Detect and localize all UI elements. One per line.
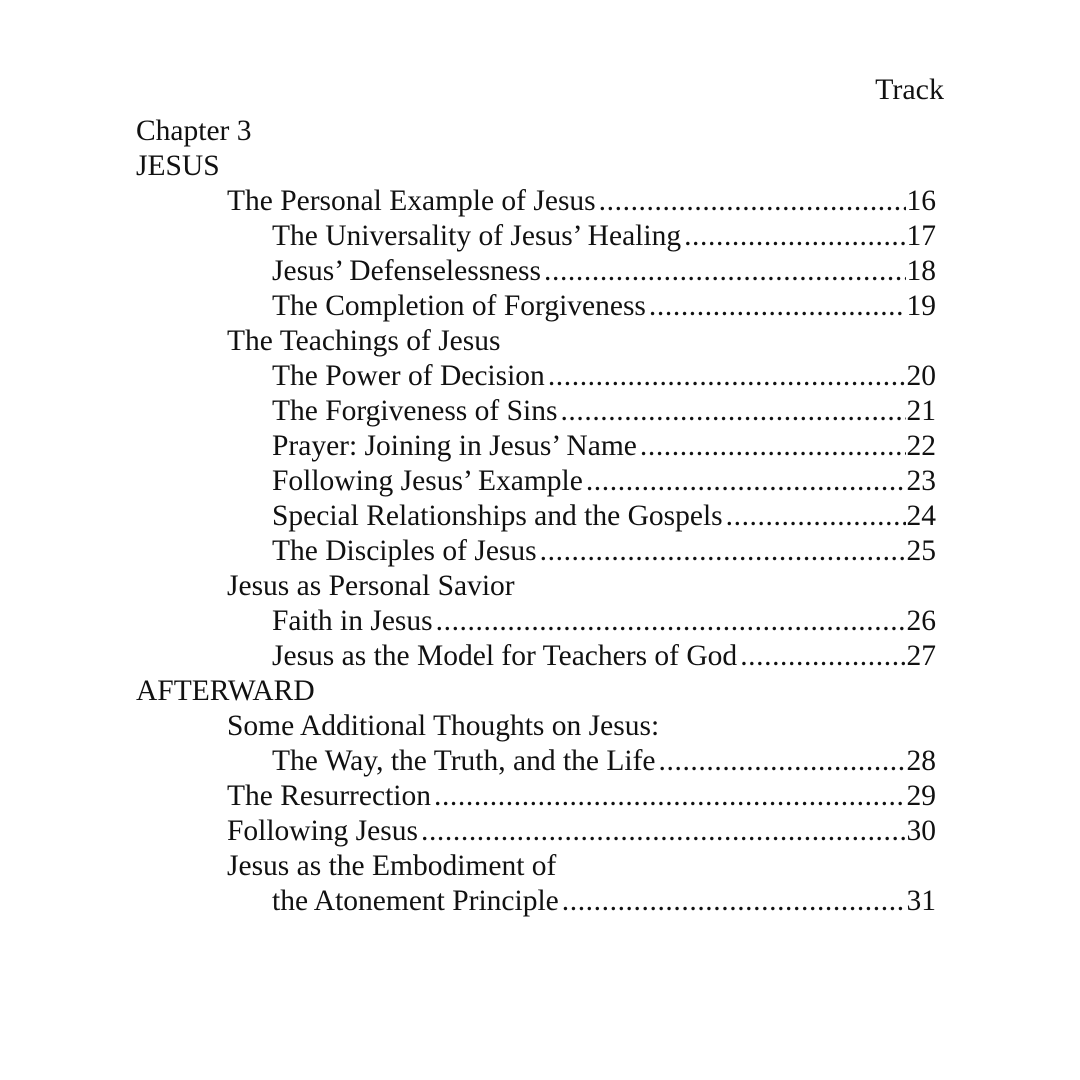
toc-section-heading: Chapter 3 — [136, 115, 252, 147]
toc-entry-title: The Completion of Forgiveness — [272, 290, 646, 322]
toc-entry-title: Faith in Jesus — [272, 605, 433, 637]
toc-entry-title: The Personal Example of Jesus — [227, 185, 596, 217]
toc-section-heading: JESUS — [136, 150, 220, 182]
toc-entry — [136, 184, 936, 219]
dot-leader — [649, 289, 906, 324]
toc-entry-title: The Disciples of Jesus — [272, 535, 537, 567]
toc-entry-title: The Universality of Jesus’ Healing — [272, 220, 682, 252]
toc-entry-title: the Atonement Principle — [272, 885, 559, 917]
toc-subsection-heading: Jesus as Personal Savior — [227, 570, 515, 602]
dot-leader — [436, 604, 906, 639]
track-column-heading: Track — [875, 73, 944, 106]
dot-leader — [640, 429, 906, 464]
toc-entry — [136, 394, 936, 429]
track-number: 22 — [906, 430, 936, 462]
toc-entry — [136, 744, 936, 779]
dot-leader — [740, 639, 905, 674]
toc-section-heading: AFTERWARD — [136, 675, 315, 707]
toc-entry — [136, 779, 936, 814]
toc-entry — [136, 884, 936, 919]
toc-entry-title: Special Relationships and the Gospels — [272, 500, 723, 532]
dot-leader — [684, 219, 905, 254]
toc-entry-title: Following Jesus’ Example — [272, 465, 583, 497]
track-number: 29 — [906, 780, 936, 812]
dot-leader — [562, 884, 906, 919]
toc-entry — [136, 254, 936, 289]
dot-leader — [540, 534, 906, 569]
toc-entry-title: The Forgiveness of Sins — [272, 395, 558, 427]
track-number: 28 — [906, 745, 936, 777]
toc-entry — [136, 814, 936, 849]
toc-subsection-heading: Some Additional Thoughts on Jesus: — [227, 710, 660, 742]
toc-entry-title: The Power of Decision — [272, 360, 545, 392]
dot-leader — [421, 814, 906, 849]
dot-leader — [599, 184, 906, 219]
toc-entry-title: Jesus’ Defenselessness — [272, 255, 541, 287]
track-number: 23 — [906, 465, 936, 497]
toc-entry — [136, 219, 936, 254]
dot-leader — [586, 464, 906, 499]
toc-entry — [136, 359, 936, 394]
toc-entry — [136, 499, 936, 534]
track-number: 25 — [906, 535, 936, 567]
table-of-contents — [136, 114, 936, 919]
toc-subsection-heading: Jesus as the Embodiment of — [227, 850, 557, 882]
toc-entry — [136, 534, 936, 569]
track-number: 21 — [906, 395, 936, 427]
dot-leader — [544, 254, 906, 289]
toc-entry — [136, 604, 936, 639]
dot-leader — [560, 394, 905, 429]
toc-entry — [136, 429, 936, 464]
track-number: 19 — [906, 290, 936, 322]
track-number: 16 — [906, 185, 936, 217]
toc-entry-title: Following Jesus — [227, 815, 418, 847]
track-number: 20 — [906, 360, 936, 392]
track-number: 17 — [906, 220, 936, 252]
toc-entry-title: Jesus as the Model for Teachers of God — [272, 640, 738, 672]
dot-leader — [548, 359, 906, 394]
toc-entry-title: Prayer: Joining in Jesus’ Name — [272, 430, 637, 462]
toc-entry — [136, 639, 936, 674]
toc-subsection-heading: The Teachings of Jesus — [227, 325, 501, 357]
dot-leader — [434, 779, 906, 814]
track-number: 24 — [906, 500, 936, 532]
toc-entry — [136, 464, 936, 499]
track-number: 27 — [906, 640, 936, 672]
toc-entry-title: The Resurrection — [227, 780, 431, 812]
track-number: 26 — [906, 605, 936, 637]
dot-leader — [726, 499, 906, 534]
toc-entry-title: The Way, the Truth, and the Life — [272, 745, 656, 777]
track-number: 30 — [906, 815, 936, 847]
dot-leader — [659, 744, 906, 779]
track-number: 31 — [906, 885, 936, 917]
track-number: 18 — [906, 255, 936, 287]
toc-entry — [136, 289, 936, 324]
